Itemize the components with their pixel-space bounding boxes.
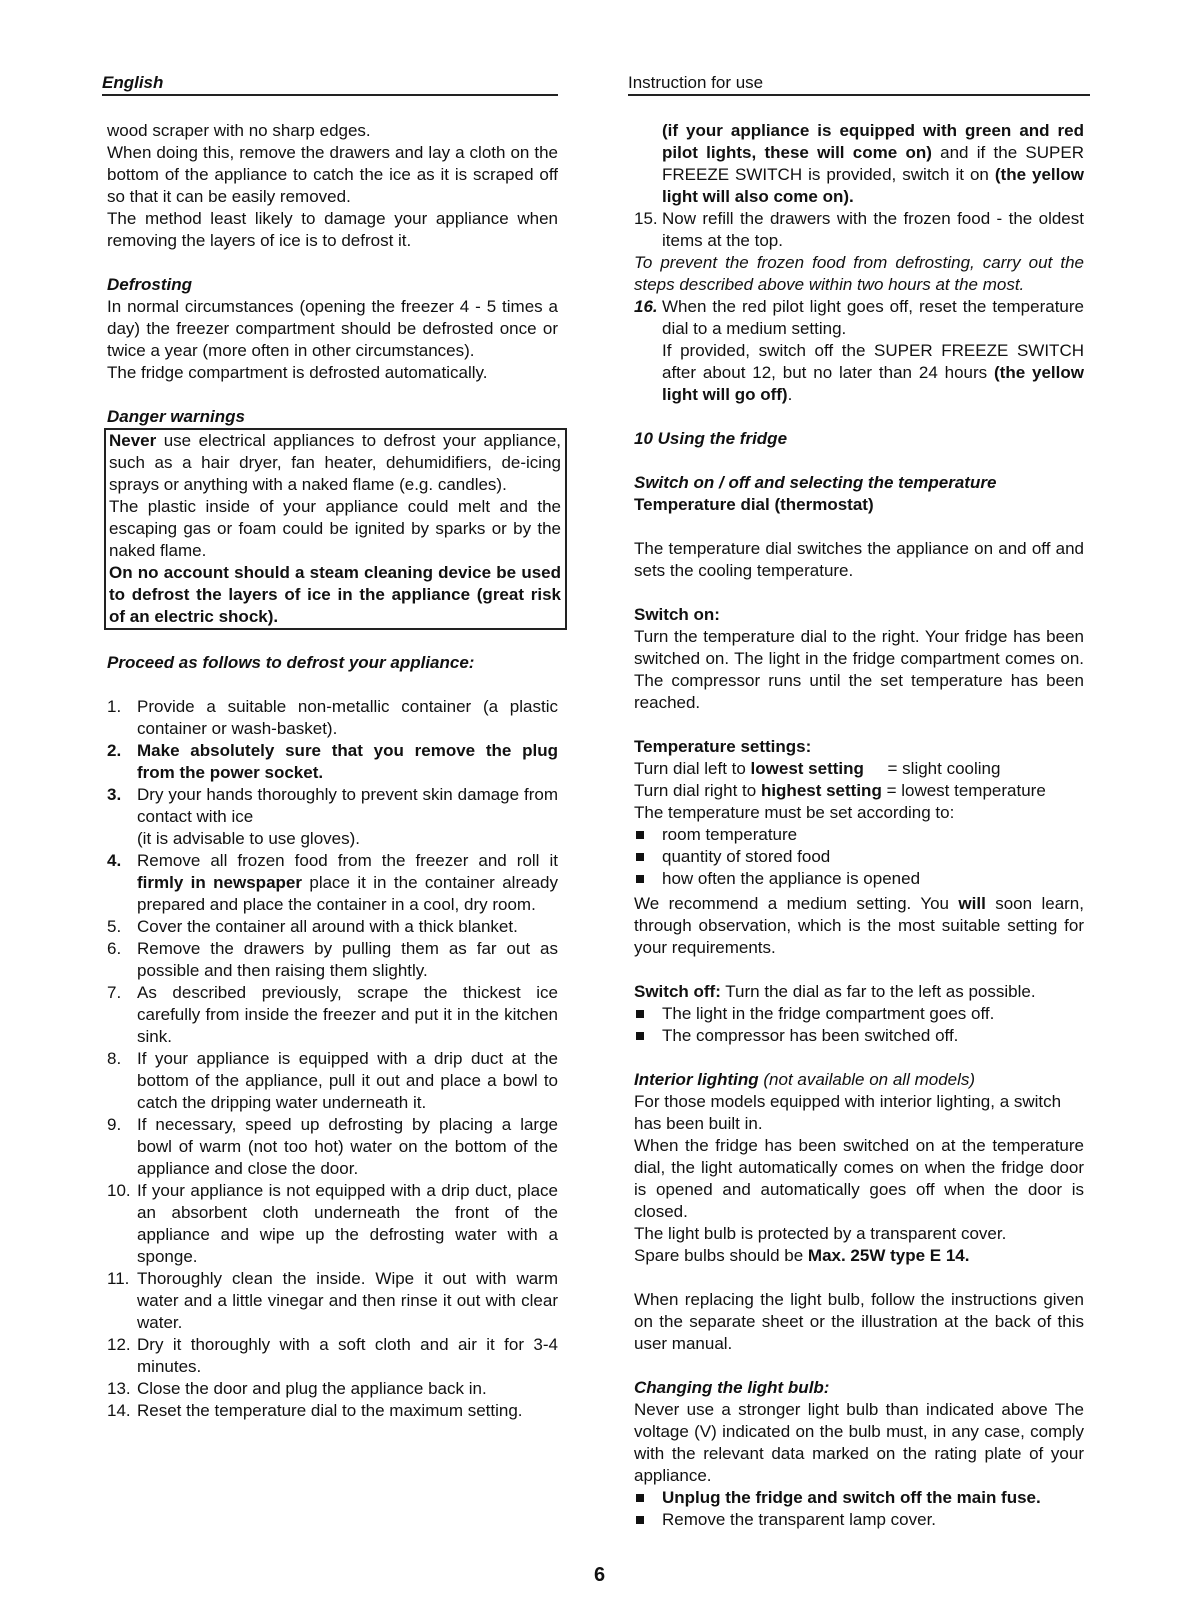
intro-paragraph-3: The method least likely to damage your appliance when removing the layers of ice is to defrost it. <box>107 209 558 250</box>
danger-text-2: The plastic inside of your appliance could melt and the escaping gas or foam could be ignited by sparks or by the naked flame. <box>109 497 561 560</box>
step-text: Now refill the drawers with the frozen food - the oldest items at the top. <box>662 209 1084 250</box>
spare-bold: Max. 25W type E 14. <box>807 1246 970 1265</box>
replacing-text: When replacing the light bulb, follow the instructions given on the separate sheet or the illustration at the back of this user manual. <box>634 1290 1084 1353</box>
step-number: 1. <box>107 697 122 716</box>
intro-line-1: wood scraper with no sharp edges. <box>107 121 371 140</box>
step-15 <box>634 208 1084 252</box>
step-text: As described previously, scrape the thickest ice carefully from inside the freezer and put it in the kitchen sink. <box>137 983 558 1046</box>
turn-left-bold: lowest setting <box>750 759 864 778</box>
step-16-text-2 <box>662 340 1084 406</box>
list-item <box>634 1487 1084 1509</box>
continued-bold-2: (the yellow light will also come on). <box>662 165 1084 206</box>
step-item <box>107 982 558 1048</box>
step-text: Remove all frozen food from the freezer and roll it <box>137 851 558 870</box>
step-number: 14. <box>107 1401 131 1420</box>
step-number: 2. <box>107 741 122 760</box>
defrosting-text: In normal circumstances (opening the freezer 4 - 5 times a day) the freezer compartment should be defrosted once or twice a year (more often in other circumstances). <box>107 297 558 360</box>
proceed-heading: Proceed as follows to defrost your appliance: <box>107 653 475 672</box>
step-item <box>107 916 558 938</box>
temperature-settings-label: Temperature settings: <box>634 737 812 756</box>
step-item <box>107 784 558 850</box>
switch-off-text: Turn the dial as far to the left as possible. <box>720 982 1036 1001</box>
step-number: 15. <box>634 209 658 228</box>
step-number: 16. <box>634 297 658 316</box>
interior-text-3: The light bulb is protected by a transparent cover. <box>634 1224 1007 1243</box>
temperature-dial-heading: Temperature dial (thermostat) <box>634 495 874 514</box>
turn-left-post: = slight cooling <box>863 759 1001 778</box>
list-item-text: Unplug the fridge and switch off the main fuse. <box>662 1488 1041 1507</box>
interior-lighting-heading-line <box>634 1069 1084 1091</box>
step-number: 5. <box>107 917 122 936</box>
recommend-post: soon learn, through observation, which is the most suitable setting for your requirements. <box>634 894 1084 957</box>
step-item <box>107 1400 558 1422</box>
step-16-text-2-main: If provided, switch off the SUPER FREEZE SWITCH after about 12, but no later than 24 hours <box>662 341 1084 382</box>
recommend-bold: will <box>958 894 986 913</box>
turn-right-line <box>634 780 1084 802</box>
list-item <box>634 1509 1084 1531</box>
step-number: 13. <box>107 1379 131 1398</box>
switch-on-label: Switch on: <box>634 605 720 624</box>
recommend-text <box>634 893 1084 959</box>
switch-off-label: Switch off: <box>634 982 721 1001</box>
danger-line-1: use electrical appliances to defrost your appliance, such as a hair dryer, fan heater, dehumidifiers, de-icing sprays or anything with a naked flame (e.g. candles). <box>109 431 561 494</box>
changing-bulb-list <box>634 1487 1084 1531</box>
page-number: 6 <box>594 1564 606 1586</box>
interior-text-1: For those models equipped with interior lighting, a switch has been built in. <box>634 1092 1062 1133</box>
step-number: 12. <box>107 1335 131 1354</box>
turn-left-line <box>634 758 1084 780</box>
turn-left-pre: Turn dial left to <box>634 759 751 778</box>
step-number: 10. <box>107 1181 131 1200</box>
step-text-bold: firmly in newspaper <box>137 873 302 892</box>
step-text-extra: (it is advisable to use gloves). <box>137 829 360 848</box>
list-item-text: how often the appliance is opened <box>662 869 921 888</box>
intro-paragraph-2: When doing this, remove the drawers and lay a cloth on the bottom of the appliance to catch the ice as it is scraped off so that it can be easily removed. <box>107 143 558 206</box>
step-text: Reset the temperature dial to the maximum setting. <box>137 1401 523 1420</box>
list-item-text: The light in the fridge compartment goes off. <box>662 1004 995 1023</box>
spare-pre: Spare bulbs should be <box>634 1246 808 1265</box>
danger-text-bold: On no account should a steam cleaning device be used to defrost the layers of ice in the appliance (great risk of an electric shock). <box>109 563 561 626</box>
dial-text: The temperature dial switches the appliance on and off and sets the cooling temperature. <box>634 539 1084 580</box>
right-column <box>634 120 1084 1531</box>
list-item <box>634 1025 1084 1047</box>
step-item <box>107 1114 558 1180</box>
turn-right-bold: highest setting <box>760 781 882 800</box>
danger-never: Never <box>109 431 157 450</box>
step-number: 7. <box>107 983 122 1002</box>
step-16-bold: (the yellow light will go off) <box>662 363 1084 404</box>
turn-right-post: = lowest temperature <box>881 781 1046 800</box>
step-text: Close the door and plug the appliance back in. <box>137 1379 487 1398</box>
step-number: 3. <box>107 785 122 804</box>
step-item <box>107 938 558 982</box>
list-item-text: The compressor has been switched off. <box>662 1026 959 1045</box>
step-number: 9. <box>107 1115 122 1134</box>
list-item <box>634 824 1084 846</box>
continued-paragraph <box>634 120 1084 208</box>
danger-text-1 <box>109 430 561 496</box>
step-number: 8. <box>107 1049 122 1068</box>
interior-text-2: When the fridge has been switched on at the temperature dial, the light automatically comes on when the fridge door is opened and automatically goes off when the door is closed. <box>634 1136 1084 1221</box>
step-text: Make absolutely sure that you remove the plug from the power socket. <box>137 741 558 782</box>
step-item <box>107 1268 558 1334</box>
changing-bulb-text: Never use a stronger light bulb than indicated above The voltage (V) indicated on the bulb must, in any case, comply with the relevant data marked on the rating plate of your appliance. <box>634 1400 1084 1485</box>
continued-bold-1: (if your appliance is equipped with green and red pilot lights, these will come on) <box>662 121 1084 162</box>
switch-selecting-heading: Switch on / off and selecting the temperature <box>634 473 997 492</box>
switch-off-list <box>634 1003 1084 1047</box>
step-16 <box>634 296 1084 406</box>
recommend-pre: We recommend a medium setting. You <box>634 894 959 913</box>
step-item <box>107 1180 558 1268</box>
left-column <box>107 120 561 1422</box>
step-item <box>107 1334 558 1378</box>
step-text: If your appliance is not equipped with a drip duct, place an absorbent cloth underneath the front of the appliance and wipe up the defrosting water with a sponge. <box>137 1181 558 1266</box>
list-item-text: room temperature <box>662 825 798 844</box>
danger-warning-box <box>104 428 567 630</box>
spare-bulbs-line <box>634 1245 1084 1267</box>
step-item <box>107 696 558 740</box>
factors-list <box>634 824 1084 890</box>
step-16-end: . <box>787 385 793 404</box>
step-text: Provide a suitable non-metallic container (a plastic container or wash-basket). <box>137 697 558 738</box>
according-text: The temperature must be set according to: <box>634 803 955 822</box>
step-text: Remove the drawers by pulling them as far out as possible and then raising them slightly. <box>137 939 558 980</box>
switch-on-text: Turn the temperature dial to the right. Your fridge has been switched on. The light in the fridge compartment comes on. The compressor runs until the set temperature has been reached. <box>634 627 1084 712</box>
step-number: 11. <box>107 1269 130 1288</box>
step-item <box>107 850 558 916</box>
step-text: Dry it thoroughly with a soft cloth and air it for 3-4 minutes. <box>137 1335 558 1376</box>
interior-lighting-heading: Interior lighting <box>634 1070 759 1089</box>
step-item <box>107 1378 558 1400</box>
step-text: Thoroughly clean the inside. Wipe it out with warm water and a little vinegar and then rinse it out with clear water. <box>137 1269 558 1332</box>
defrosting-heading: Defrosting <box>107 275 192 294</box>
step-text: Dry your hands thoroughly to prevent skin damage from contact with ice <box>137 785 558 826</box>
list-item <box>634 1003 1084 1025</box>
list-item <box>634 846 1084 868</box>
step-number: 4. <box>107 851 122 870</box>
header-title: Instruction for use <box>628 72 1090 96</box>
header-language: English <box>102 72 558 96</box>
step-text: Cover the container all around with a thick blanket. <box>137 917 518 936</box>
danger-heading: Danger warnings <box>107 407 245 426</box>
list-item-text: Remove the transparent lamp cover. <box>662 1510 937 1529</box>
step-item <box>107 1048 558 1114</box>
step-text-post: place it in the container already prepared and place the container in a cool, dry room. <box>137 873 558 914</box>
switch-off-line <box>634 981 1084 1003</box>
step-item <box>107 740 558 784</box>
defrost-steps-list <box>107 696 558 1422</box>
turn-right-pre: Turn dial right to <box>634 781 761 800</box>
defrosting-text-2: The fridge compartment is defrosted automatically. <box>107 363 488 382</box>
step-16-text-1: When the red pilot light goes off, reset the temperature dial to a medium setting. <box>662 297 1084 338</box>
list-item <box>634 868 1084 890</box>
step-number: 6. <box>107 939 122 958</box>
interior-lighting-note: (not available on all models) <box>758 1070 976 1089</box>
continued-mid: and if the SUPER FREEZE SWITCH is provided, switch it on <box>662 143 1085 184</box>
step-text: If necessary, speed up defrosting by placing a large bowl of warm (not too hot) water on the bottom of the appliance and close the door. <box>137 1115 558 1178</box>
changing-bulb-heading: Changing the light bulb: <box>634 1378 830 1397</box>
list-item-text: quantity of stored food <box>662 847 831 866</box>
using-fridge-heading: 10 Using the fridge <box>634 429 788 448</box>
step-text: If your appliance is equipped with a drip duct at the bottom of the appliance, pull it out and place a bowl to catch the dripping water underneath it. <box>137 1049 558 1112</box>
italic-note: To prevent the frozen food from defrosting, carry out the steps described above within two hours at the most. <box>634 253 1084 294</box>
